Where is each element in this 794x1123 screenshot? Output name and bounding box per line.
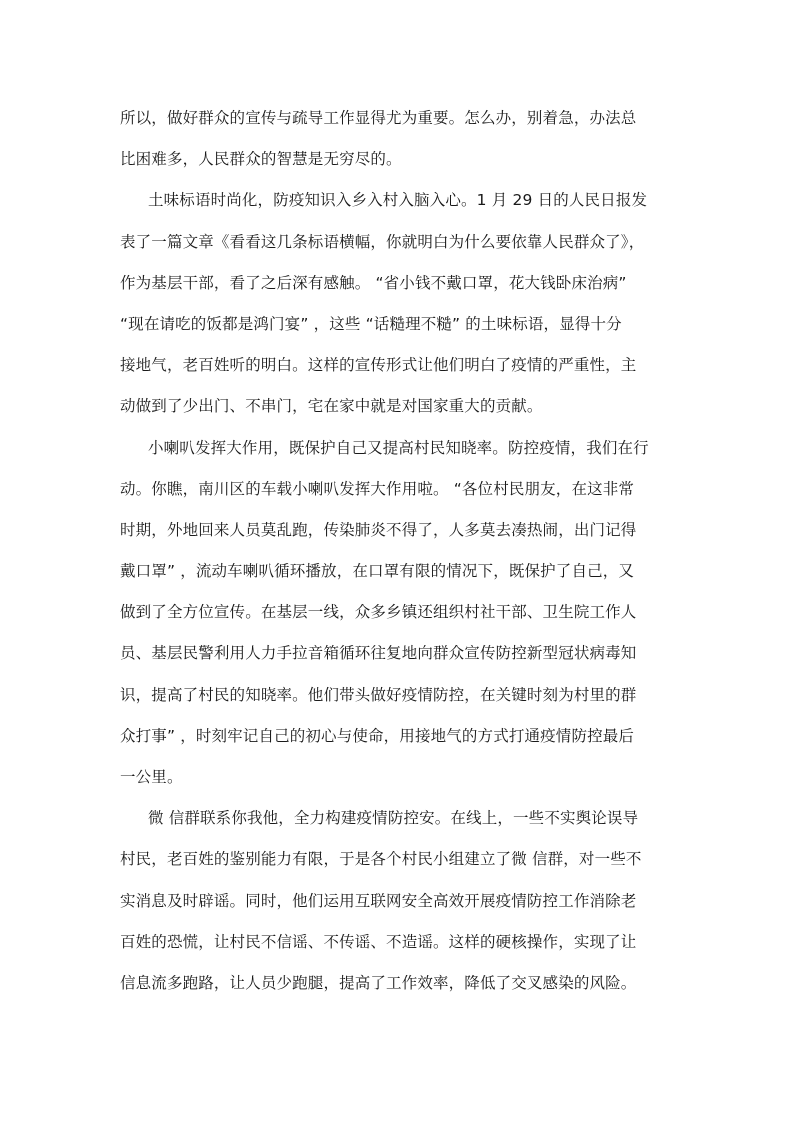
text-line: 信息流多跑路，让人员少跑腿，提高了工作效率，降低了交叉感染的风险。: [120, 973, 637, 992]
text-line: 众打事” ，时刻牢记自己的初心与使命，用接地气的方式打通疫情防控最后: [120, 726, 635, 745]
text-line: 比困难多，人民群众的智慧是无穷尽的。: [120, 150, 402, 169]
paragraph-start-line: 土味标语时尚化，防疫知识入乡入村入脑入心。1 月 29 日的人民日报发: [148, 191, 648, 210]
text-line: 员、基层民警利用人力手拉音箱循环往复地向群众宣传防控新型冠状病毒知: [120, 644, 637, 663]
paragraph-start-line: 小喇叭发挥大作用，既保护自己又提高村民知晓率。防控疫情，我们在行: [148, 438, 649, 457]
document-body: [120, 104, 675, 1010]
text-line: 动。你瞧，南川区的车载小喇叭发挥大作用啦。 “各位村民朋友，在这非常: [120, 479, 635, 498]
text-line: 表了一篇文章《看看这几条标语横幅，你就明白为什么要依靠人民群众了》，: [120, 232, 645, 251]
text-line: 动做到了少出门、不串门，宅在家中就是对国家重大的贡献。: [120, 397, 543, 416]
paragraph-start-line: 微 信群联系你我他，全力构建疫情防控安。在线上，一些不实舆论误导: [148, 809, 639, 828]
text-line: 识，提高了村民的知晓率。他们带头做好疫情防控，在关键时刻为村里的群: [120, 685, 637, 704]
text-line: 百姓的恐慌，让村民不信谣、不传谣、不造谣。这样的硬核操作，实现了让: [120, 932, 637, 951]
text-line: 作为基层干部，看了之后深有感触。 “省小钱不戴口罩，花大钱卧床治病”: [120, 273, 627, 292]
text-line: 做到了全方位宣传。在基层一线，众多乡镇还组织村社干部、卫生院工作人: [120, 603, 637, 622]
text-line: 戴口罩” ，流动车喇叭循环播放，在口罩有限的情况下，既保护了自己，又: [120, 562, 635, 581]
text-line: 接地气，老百姓听的明白。这样的宣传形式让他们明白了疫情的严重性，主: [120, 356, 637, 375]
text-line: 实消息及时辟谣。同时，他们运用互联网安全高效开展疫情防控工作消除老: [120, 891, 637, 910]
text-line: 村民，老百姓的鉴别能力有限，于是各个村民小组建立了微 信群，对一些不: [120, 850, 642, 869]
text-line: 所以，做好群众的宣传与疏导工作显得尤为重要。怎么办，别着急，办法总: [120, 109, 637, 127]
text-line: 时期，外地回来人员莫乱跑，传染肺炎不得了，人多莫去凑热闹，出门记得: [120, 520, 637, 539]
text-line: “现在请吃的饭都是鸿门宴” ，这些 “话糙理不糙” 的土味标语，显得十分: [120, 314, 622, 333]
text-line: 一公里。: [120, 768, 183, 786]
